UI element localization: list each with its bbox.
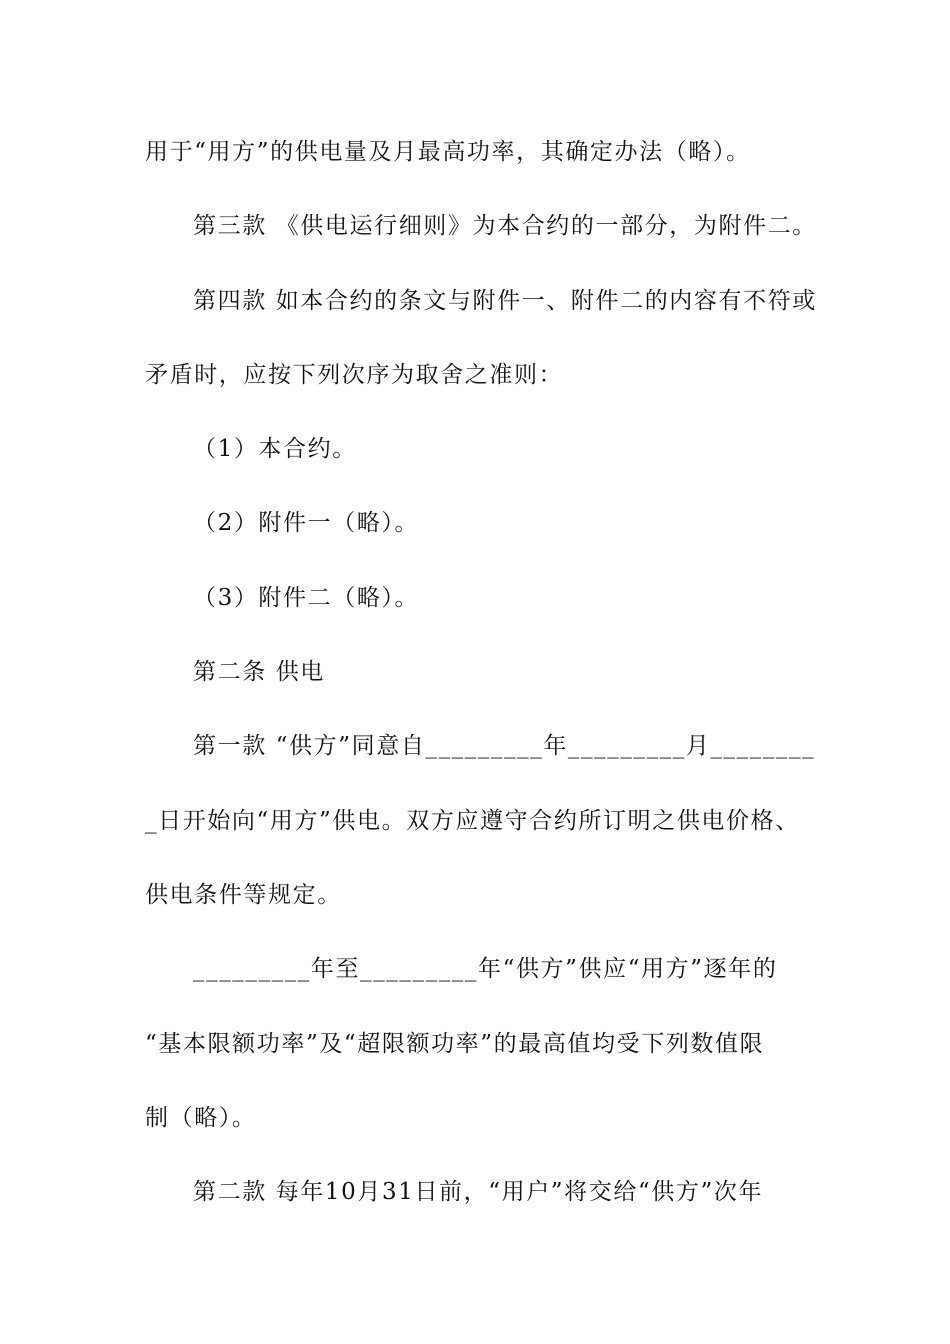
paragraph-line: 制（略）。 (145, 1105, 257, 1131)
paragraph-line: 第一款 “供方”同意自_________年_________月________ (193, 733, 816, 759)
paragraph-line: 第三款 《供电运行细则》为本合约的一部分，为附件二。 (193, 213, 817, 239)
list-item: （3）附件二（略）。 (193, 585, 420, 611)
paragraph-line: _________年至_________年“供方”供应“用方”逐年的 (193, 956, 778, 982)
paragraph-line: 矛盾时，应按下列次序为取舍之准则： (145, 362, 564, 388)
paragraph-line: “基本限额功率”及“超限额功率”的最高值均受下列数值限 (145, 1031, 765, 1057)
paragraph-line: 供电条件等规定。 (145, 882, 342, 908)
section-heading: 第二条 供电 (193, 659, 325, 685)
paragraph-line: 第四款 如本合约的条文与附件一、附件二的内容有不符或 (193, 288, 817, 314)
paragraph-line: 第二款 每年10月31日前，“用户”将交给“供方”次年 (193, 1179, 764, 1205)
paragraph-line: 用于“用方”的供电量及月最高功率，其确定办法（略）。 (145, 139, 751, 165)
list-item: （2）附件一（略）。 (193, 510, 420, 536)
paragraph-line: _日开始向“用方”供电。双方应遵守合约所订明之供电价格、 (145, 808, 800, 834)
list-item: （1）本合约。 (193, 436, 357, 462)
